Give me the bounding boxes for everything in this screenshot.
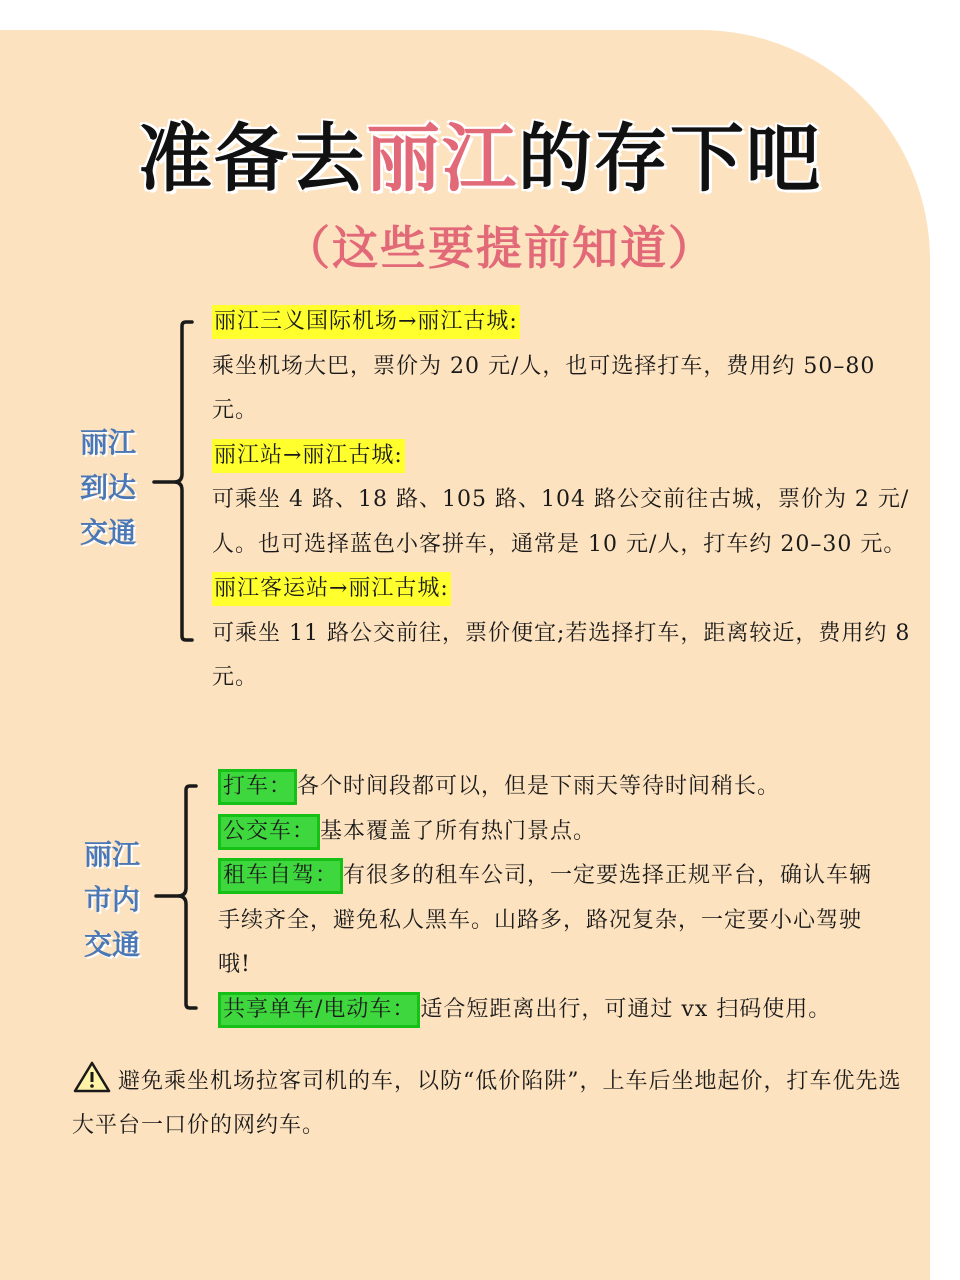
- arrival-section: [212, 300, 912, 701]
- city-item: [218, 810, 888, 855]
- city-item-text: 各个时间段都可以，但是下雨天等待时间稍长。: [297, 774, 781, 799]
- city-item-tag: 租车自驾：: [218, 858, 343, 894]
- arrival-item-text: 乘坐机场大巴，票价为 20 元/人，也可选择打车，费用约 50–80 元。: [212, 353, 876, 423]
- city-label-line3: 交通: [84, 928, 141, 961]
- arrival-item-text: 可乘坐 11 路公交前往，票价便宜;若选择打车，距离较近，费用约 8 元。: [212, 620, 911, 690]
- page-title: [0, 100, 960, 206]
- arrival-item-text: 可乘坐 4 路、18 路、105 路、104 路公交前往古城，票价为 2 元/人。也可选择蓝色小客拼车，通常是 10 元/人，打车约 20–30 元。: [212, 487, 910, 557]
- city-label-line2: 市内: [84, 883, 141, 916]
- warning-note: [72, 1060, 902, 1148]
- city-item-tag: 打车：: [218, 769, 297, 805]
- arrival-item-heading: 丽江三义国际机场→丽江古城:: [212, 305, 520, 339]
- city-item: [218, 988, 888, 1033]
- arrival-item: [212, 434, 912, 568]
- arrival-item-heading: 丽江站→丽江古城:: [212, 439, 405, 473]
- arrival-section-label: [80, 420, 150, 555]
- city-section-label: [84, 832, 154, 967]
- arrival-item: [212, 300, 912, 434]
- city-label-line1: 丽江: [84, 838, 141, 871]
- city-bracket: [152, 782, 202, 1014]
- city-item-text: 适合短距离出行，可通过 vx 扫码使用。: [420, 996, 832, 1022]
- city-item-tag: 公交车：: [218, 814, 320, 850]
- arrival-label-line1: 丽江: [80, 426, 137, 459]
- arrival-label-line3: 交通: [80, 516, 137, 549]
- arrival-item-heading: 丽江客运站→丽江古城:: [212, 572, 451, 606]
- city-item-text: 基本覆盖了所有热门景点。: [320, 818, 597, 844]
- city-item-text: 有很多的租车公司，一定要选择正规平台，确认车辆手续齐全，避免私人黑车。山路多，路况复杂，一定要小心驾驶哦!: [218, 863, 873, 977]
- warning-icon: [72, 1060, 112, 1094]
- city-item: [218, 854, 888, 988]
- city-item-tag: 共享单车/电动车：: [218, 992, 420, 1028]
- warning-text: 避免乘坐机场拉客司机的车，以防“低价陷阱”，上车后坐地起价，打车优先选大平台一口价的网约车。: [72, 1069, 902, 1138]
- title-highlight: 丽江: [366, 116, 518, 202]
- page-subtitle: （这些要提前知道）: [284, 221, 716, 275]
- title-part1: 准备去: [138, 116, 366, 202]
- city-item: [218, 765, 888, 810]
- city-section: [218, 765, 888, 1032]
- arrival-item: [212, 567, 912, 701]
- arrival-label-line2: 到达: [80, 471, 137, 504]
- arrival-bracket: [150, 318, 200, 646]
- title-part2: 的存下吧: [518, 116, 822, 202]
